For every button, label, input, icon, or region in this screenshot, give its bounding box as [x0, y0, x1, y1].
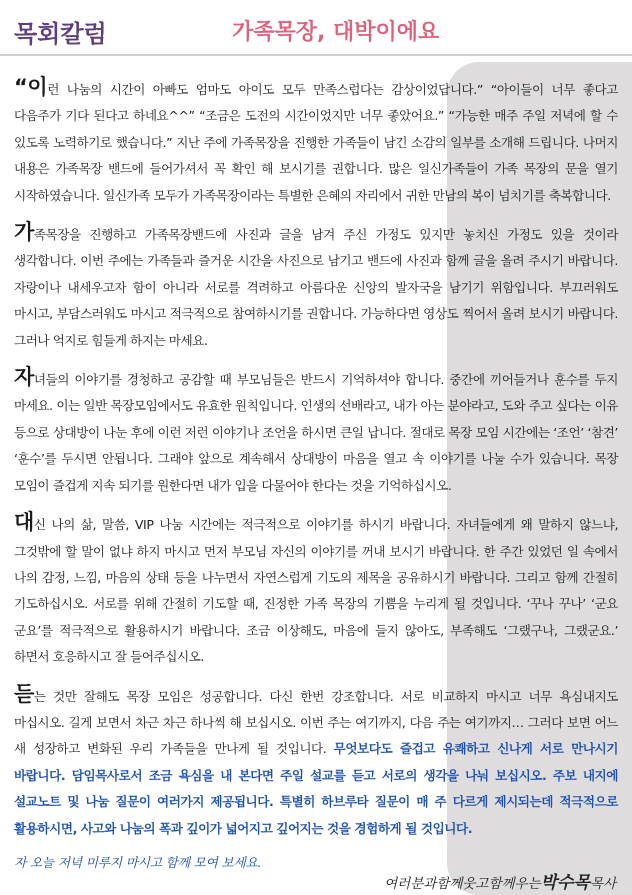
header-divider — [0, 54, 632, 56]
paragraph-text: 족목장을 진행하고 가족목장밴드에 사진과 글을 남겨 주신 가정도 있지만 놓치신 가정도 있을 것이라 생각합니다. 이번 주에는 가족들과 즐거운 시간을 사진으로 남기고 밴드에 사진과 함께 글을 올려 주시기 바랍니다. 자랑이나 내세우고자 함이 아니라 서로를 격려하고 아름다운 신앙의 발자국을 남기기 위함입니다. 부끄러워도 마시고, 부담스러워도 마시고 적극적으로 참여하시기를 권합니다. 가능하다면 영상도 찍어서 올려 보시기 바랍니다. 그러나 억지로 힘들게 하지는 마세요. — [14, 227, 618, 348]
column-title: 목회칼럼 — [14, 20, 107, 48]
author-signature — [384, 868, 616, 893]
paragraph-text: 는 것만 잘해도 목장 모임은 성공합니다. 다신 한번 강조합니다. 서로 비교하지 마시고 너무 욕심내지도 마십시오. 길게 보면서 차근 차근 하나씩 해 보십시오. 이번 주는 여기까지, 다음 주는 여기까지… 그러다 보면 어느 새 성장하고 변화된 우리 가족들을 만나게 될 것입니다. — [14, 688, 618, 757]
signature-prefix: 여러분과함께웃고함께우는 — [384, 876, 541, 892]
paragraph-lead: “이 — [14, 75, 48, 99]
paragraph-lead: 자 — [14, 365, 34, 390]
paragraph-text: 녀들의 이야기를 경청하고 공감할 때 부모님들은 반드시 기억하셔야 합니다. 중간에 끼어들거나 훈수를 두지 마세요. 이는 일반 목장모임에서도 유효한 원칙입니다. 인생의 선배라고, 내가 아는 분야라고, 도와 주고 싶다는 이유 등으로 상대방이 나눈 후에 이런 저런 이야기나 조언을 하시면 큰일 납니다. 절대로 목장 모임 시간에는 ‘조언’ ‘참견’ ‘훈수’를 두시면 안됩니다. 그래야 앞으로 계속해서 상대방이 마음을 열고 속 이야기를 나눌 수가 있습니다. 목장 모임이 즐겁게 지속 되기를 원한다면 내가 입을 다물어야 한다는 것을 기억하십시오. — [14, 372, 618, 493]
paragraph-lead: 가 — [14, 220, 34, 245]
paragraph-lead: 듣 — [14, 681, 34, 706]
column-header — [0, 0, 632, 58]
author-name: 박수목 — [540, 873, 590, 893]
paragraph-2 — [14, 219, 618, 354]
paragraph-lead: 대 — [14, 510, 34, 535]
paragraph-text: 신 나의 삶, 말씀, VIP 나눔 시간에는 적극적으로 이야기를 하시기 바랍니다. 자녀들에게 왜 말하지 않느냐, 그것밖에 할 말이 없냐 하지 마시고 먼저 부모님 자신의 이야기를 꺼내 보시기 바랍니다. 한 주간 있었던 일 속에서 나의 감정, 느낌, 마음의 상태 등을 나누면서 자연스럽게 기도의 제목을 공유하시기 바랍니다. 그리고 함께 간절히 기도하십시오. 서로를 위해 간절히 기도할 때, 진정한 가족 목장의 기쁨을 누리게 될 것입니다. ‘꾸나 꾸나’ ‘군요 군요’를 적극적으로 활용하시기 바랍니다. 조금 이상해도, 마음에 들지 않아도, 부족해도 ‘그랬구나, 그랬군요.’ 하면서 호응하시고 잘 들어주십시오. — [14, 517, 618, 665]
paragraph-4 — [14, 509, 618, 670]
closing-line: 자 오늘 저녁 미루지 마시고 함께 모여 보세요. — [14, 855, 262, 871]
author-title: 목사 — [589, 876, 616, 892]
article-title: 가족목장, 대박이에요 — [232, 20, 440, 45]
paragraph-3 — [14, 364, 618, 499]
paragraph-5 — [14, 681, 618, 842]
paragraph-text: 런 나눔의 시간이 아빠도 엄마도 아이도 모두 만족스럽다는 감상이었답니다.” “아이들이 너무 좋다고 다음주가 기다 된다고 하네요^^” “조금은 도전의 시간이었지만 너무 좋았어요.” “가능한 매주 주일 저녁에 할 수 있도록 노력하기로 했습니다.” 지난 주에 가족목장을 진행한 가족들이 남긴 소감의 일부를 소개해 드립니다. 나머지 내용은 가족목장 밴드에 들어가셔서 꼭 확인 해 보시기를 권합니다. 많은 일신가족들이 가족 목장의 문을 열기 시작하였습니다. 일신가족 모두가 가족목장이라는 특별한 은혜의 자리에서 귀한 만남의 복이 넘치기를 축복합니다. — [14, 82, 618, 203]
article-body — [14, 74, 618, 876]
emphasis-text: 무엇보다도 즐겁고 유쾌하고 신나게 서로 만나시기 바랍니다. 담임목사로서 조금 욕심을 내 본다면 주일 설교를 듣고 서로의 생각을 나눠 보십시오. 주보 내지에 설교노트 및 나눔 질문이 여러가지 제공됩니다. 특별히 하브루타 질문이 매 주 다르게 제시되는데 적극적으로 활용하시면, 사고와 나눔의 폭과 깊이가 넓어지고 깊어지는 것을 경험하게 될 것입니다. — [14, 741, 618, 836]
paragraph-1 — [14, 74, 618, 209]
